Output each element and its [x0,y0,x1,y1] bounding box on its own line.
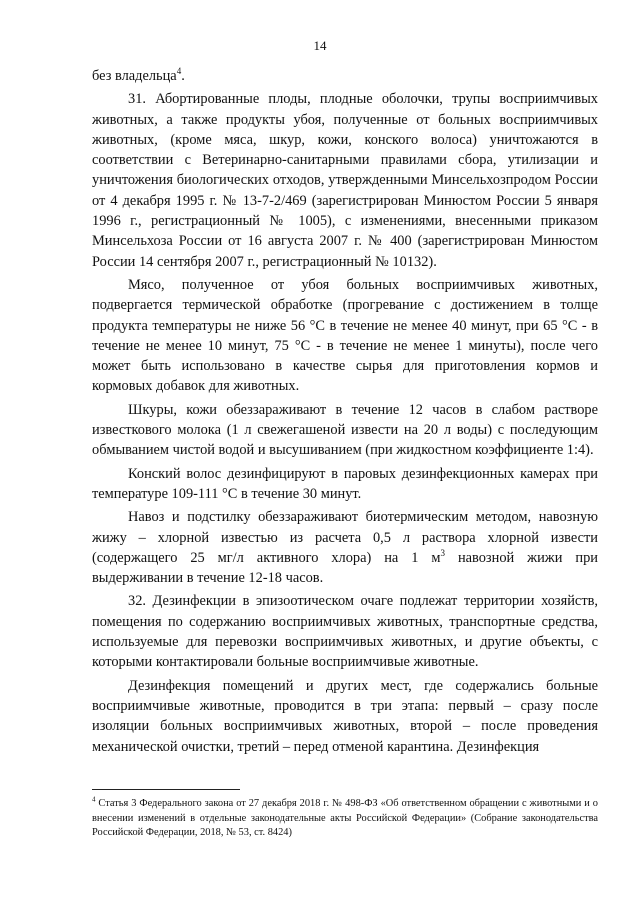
footnote [92,797,598,841]
paragraph-item-31: 31. Абортированные плоды, плодные оболочки, трупы восприимчивых животных, а также продукты убоя, полученные от больных восприимчивых животных, (кроме мяса, шкур, кожи, конского волоса) уничтожаются в соответствии с Ветеринарно-санитарными правилами сбора, утилизации и уничтожения биологических отходов, утвержденными Минсельхозпродом России от 4 декабря 1995 г. № 13-7-2/469 (зарегистрирован Минюстом России 5 января 1996 г., регистрационный № 1005), с изменениями, внесенными приказом Минсельхоза России от 16 августа 2007 г. № 400 (зарегистрирован Минюстом России 14 сентября 2007 г., регистрационный № 10132). [92,91,598,270]
paragraph-manure-treatment [92,507,598,588]
paragraph-text: Навоз и подстилку обеззараживают биотермическим методом, навозную жижу – хлорной известью из расчета 0,5 л раствора хлорной извести (содержащего 25 мг/л активного хлора) на 1 м [92,509,598,566]
footnote-marker: 4 [92,795,96,804]
paragraph-meat-treatment: Мясо, полученное от убоя больных восприимчивых животных, подвергается термической обработке (прогревание с достижением в толще продукта температуры не ниже 56 °С в течение не менее 40 минут, при 65 °С - в течение не менее 10 минут, 75 °С - в течение не менее 1 минуты), после чего может быть использовано в качестве сырья для приготовления кормов и кормовых добавок для животных. [92,276,598,395]
page-number: 14 [313,38,327,53]
document-body [92,66,598,760]
footnote-reference: 4 [176,66,182,77]
paragraph-text: навозной жижи при выдерживании в течение 12-18 часов. [92,549,598,587]
paragraph-continuation: без владельца$^4$. [92,66,185,84]
paragraph-disinfection-stages: Дезинфекция помещений и других мест, где содержались больные восприимчивые животные, проводится в три этапа: первый – сразу после изоляции больных восприимчивых животных, второй – после проведения механической очистки, третий – перед отменой карантина. Дезинфекция [92,677,598,755]
paragraph-item-32: 32. Дезинфекции в эпизоотическом очаге подлежат территории хозяйств, помещения по содержанию восприимчивых животных, транспортные средства, используемые для перевозки восприимчивых животных, и другие объекты, с которыми контактировали больные восприимчивые животные. [92,593,598,671]
footnote-separator [92,789,240,790]
paragraph-text: без владельца [92,68,177,84]
superscript-exponent: 3 [440,548,446,559]
paragraph-horsehair-treatment: Конский волос дезинфицируют в паровых дезинфекционных камерах при температуре 109-111 °С в течение 30 минут. [92,465,598,502]
paragraph-hides-treatment: Шкуры, кожи обеззараживают в течение 12 часов в слабом растворе известкового молока (1 л свежегашеной извести на 20 л воды) с последующим обмыванием чистой водой и высушиванием (при жидкостном коэффициенте 1:4). [92,401,598,459]
footnote-text: Статья 3 Федерального закона от 27 декабря 2018 г. № 498-ФЗ «Об ответственном обращении с животными и о внесении изменений в отдельные законодательные акты Российской Федерации» (Собрание законодательства Российской Федерации, 2018, № 53, ст. 8424) [92,798,598,838]
